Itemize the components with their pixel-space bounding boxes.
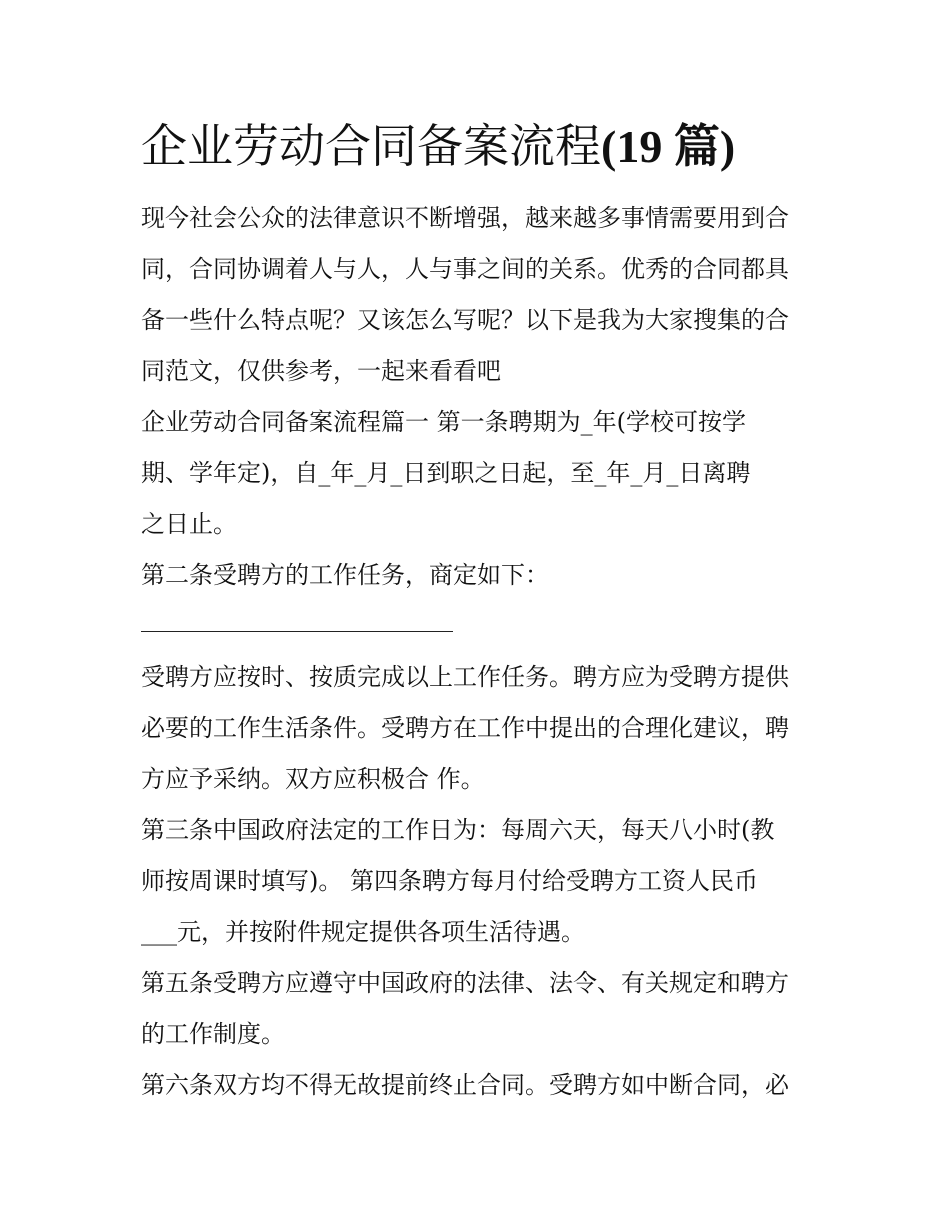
text-line: 之日止。	[141, 510, 237, 538]
text-line: 第五条受聘方应遵守中国政府的法律、法令、有关规定和聘方	[141, 969, 789, 997]
paragraph-duties	[141, 652, 813, 805]
text-line: 第三条中国政府法定的工作日为：每周六天，每天八小时(教	[141, 816, 775, 844]
paragraph-article-3	[141, 805, 813, 958]
text-line: 必要的工作生活条件。受聘方在工作中提出的合理化建议，聘	[141, 714, 789, 742]
text-line: 期、学年定)，自_年_月_日到职之日起，至_年_月_日离聘	[141, 459, 751, 487]
text-line: 同范文，仅供参考，一起来看看吧	[141, 357, 501, 385]
text-line: 受聘方应按时、按质完成以上工作任务。聘方应为受聘方提供	[141, 663, 789, 691]
paragraph-article-5	[141, 958, 813, 1060]
paragraph-article-2	[141, 550, 813, 601]
text-line: 师按周课时填写)。 第四条聘方每月付给受聘方工资人民币	[141, 867, 758, 895]
text-line: 现今社会公众的法律意识不断增强，越来越多事情需要用到合	[141, 204, 789, 232]
text-line: ___元，并按附件规定提供各项生活待遇。	[141, 918, 585, 946]
text-line: 企业劳动合同备案流程篇一 第一条聘期为_年(学校可按学	[141, 408, 746, 436]
title-main: 企业劳动合同备案流程	[141, 119, 601, 173]
text-line: 方应予采纳。双方应积极合 作。	[141, 765, 485, 793]
text-line: 第二条受聘方的工作任务，商定如下：	[141, 561, 549, 589]
paragraph-article-6	[141, 1060, 813, 1111]
paragraph-intro	[141, 193, 813, 397]
text-line: 同，合同协调着人与人，人与事之间的关系。优秀的合同都具	[141, 255, 789, 283]
blank-fill-line	[141, 601, 453, 652]
text-line: 第六条双方均不得无故提前终止合同。受聘方如中断合同，必	[141, 1071, 789, 1099]
document-body	[141, 112, 813, 1111]
text-line: 的工作制度。	[141, 1020, 285, 1048]
paragraph-article-1	[141, 397, 813, 550]
text-line: 备一些什么特点呢？又该怎么写呢？以下是我为大家搜集的合	[141, 306, 789, 334]
title-suffix: (19 篇)	[601, 121, 736, 172]
document-title	[141, 112, 813, 181]
